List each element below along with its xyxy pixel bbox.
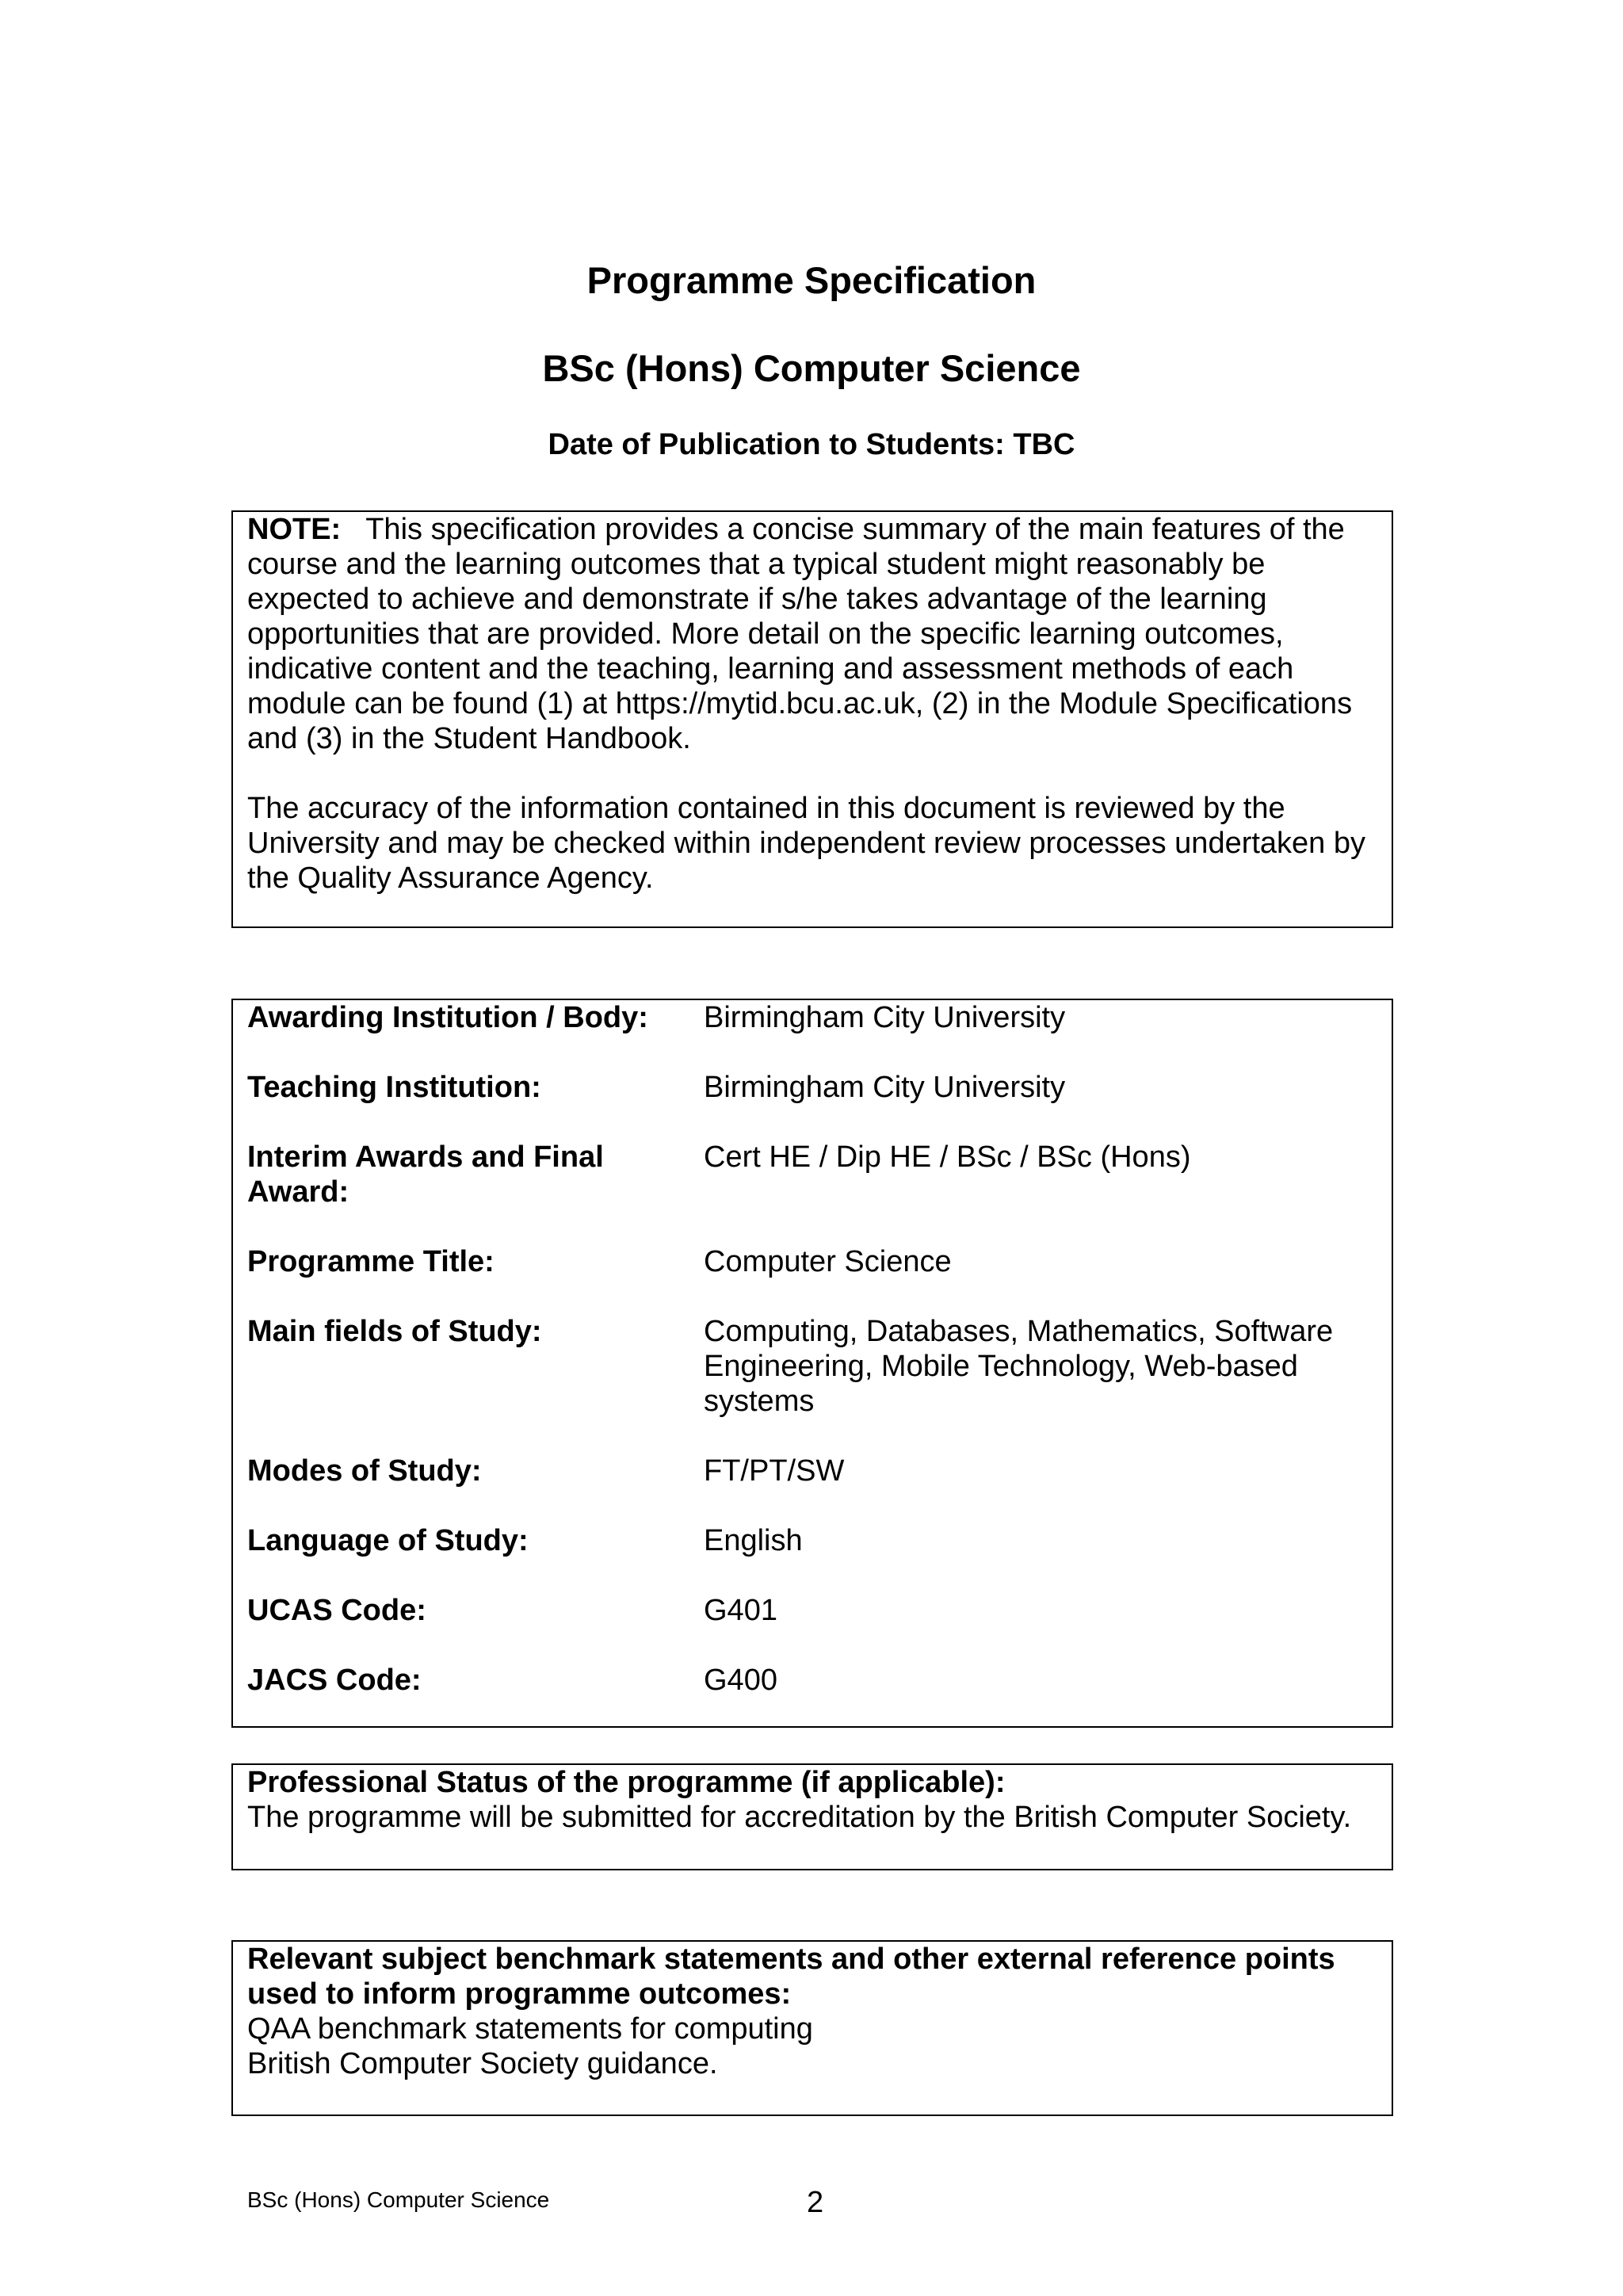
note-line: indicative content and the teaching, learning and assessment methods of each <box>247 652 1294 686</box>
professional-status-text: The programme will be submitted for accreditation by the British Computer Society. <box>247 1801 1352 1834</box>
detail-label-line: Interim Awards and Final <box>247 1140 604 1174</box>
detail-label-line: Award: <box>247 1175 349 1209</box>
note-line: This specification provides a concise summary of the main features of the <box>365 513 1345 546</box>
detail-value: Computer Science <box>704 1245 952 1278</box>
detail-row-ucas-code <box>247 1593 1377 1628</box>
benchmark-heading-line: Relevant subject benchmark statements and other external reference points <box>247 1943 1335 1976</box>
benchmark-heading <box>247 1942 1377 2011</box>
detail-row-jacs-code <box>247 1663 1377 1698</box>
detail-value: FT/PT/SW <box>704 1454 845 1488</box>
detail-label: Main fields of Study: <box>247 1315 542 1348</box>
detail-value-line: systems <box>704 1385 815 1418</box>
note-paragraph-2 <box>247 791 1377 896</box>
note-paragraph-1 <box>247 512 1377 756</box>
note-line: The accuracy of the information contained in this document is reviewed by the <box>247 792 1285 825</box>
benchmark-heading-line: used to inform programme outcomes: <box>247 1977 792 2011</box>
programme-details-box <box>231 999 1393 1728</box>
detail-row-programme-title <box>247 1244 1377 1279</box>
benchmark-list <box>247 2011 1377 2081</box>
detail-value-line: Computing, Databases, Mathematics, Software <box>704 1315 1334 1348</box>
benchmark-item: British Computer Society guidance. <box>247 2047 718 2080</box>
detail-row-modes-of-study <box>247 1454 1377 1488</box>
detail-row-language <box>247 1523 1377 1558</box>
detail-label: Programme Title: <box>247 1245 495 1278</box>
note-line: the Quality Assurance Agency. <box>247 861 654 895</box>
note-line: expected to achieve and demonstrate if s/he takes advantage of the learning <box>247 583 1267 616</box>
detail-label: Modes of Study: <box>247 1454 482 1488</box>
professional-status-box <box>231 1763 1393 1870</box>
note-line: module can be found (1) at https://mytid.bcu.ac.uk, (2) in the Module Specifications <box>247 687 1353 720</box>
benchmark-box <box>231 1940 1393 2116</box>
detail-value: Birmingham City University <box>704 1071 1066 1104</box>
detail-value: G400 <box>704 1664 777 1697</box>
detail-label: JACS Code: <box>247 1664 422 1697</box>
detail-label: Awarding Institution / Body: <box>247 1001 648 1034</box>
detail-value: Birmingham City University <box>704 1001 1066 1034</box>
publication-date: Date of Publication to Students: TBC <box>548 428 1075 461</box>
detail-row-awarding-institution <box>247 1000 1377 1035</box>
note-label: NOTE: <box>247 513 342 546</box>
note-line: course and the learning outcomes that a typical student might reasonably be <box>247 548 1266 581</box>
detail-label: Teaching Institution: <box>247 1071 541 1104</box>
note-line: opportunities that are provided. More detail on the specific learning outcomes, <box>247 617 1284 651</box>
detail-row-awards <box>247 1140 1377 1209</box>
note-line: University and may be checked within independent review processes undertaken by <box>247 827 1366 860</box>
detail-label: UCAS Code: <box>247 1594 426 1627</box>
detail-label: Language of Study: <box>247 1524 529 1557</box>
note-box <box>231 510 1393 928</box>
benchmark-item: QAA benchmark statements for computing <box>247 2012 813 2046</box>
detail-value: English <box>704 1524 803 1557</box>
detail-value: Cert HE / Dip HE / BSc / BSc (Hons) <box>704 1140 1191 1174</box>
footer-document-title: BSc (Hons) Computer Science <box>247 2187 550 2212</box>
detail-row-teaching-institution <box>247 1070 1377 1105</box>
detail-value: G401 <box>704 1594 777 1627</box>
detail-row-fields-of-study <box>247 1314 1377 1419</box>
detail-value-line: Engineering, Mobile Technology, Web-based <box>704 1350 1298 1383</box>
detail-value <box>704 1314 1377 1419</box>
professional-status-heading: Professional Status of the programme (if applicable): <box>247 1766 1006 1799</box>
note-line: and (3) in the Student Handbook. <box>247 722 691 755</box>
page-title: Programme Specification <box>586 259 1037 301</box>
programme-name: BSc (Hons) Computer Science <box>542 347 1081 389</box>
detail-label <box>247 1140 704 1209</box>
footer-page-number: 2 <box>807 2186 824 2219</box>
